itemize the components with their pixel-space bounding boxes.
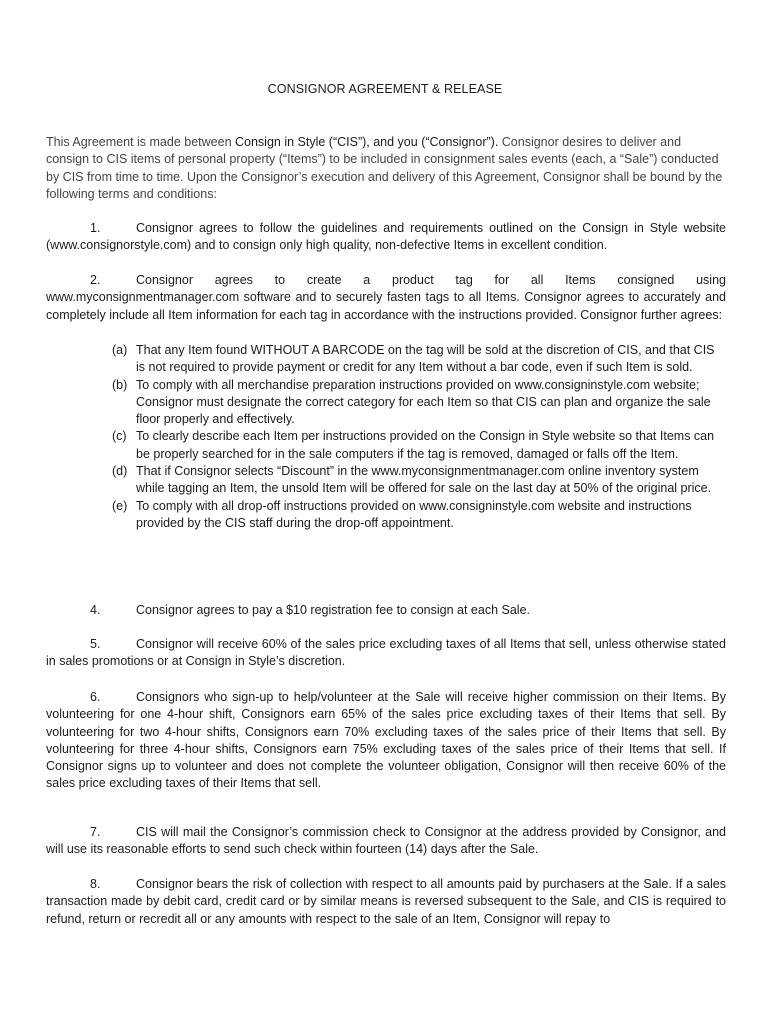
sublist-item-text: To comply with all drop-off instructions provided on www.consigninstyle.com website and instructions provided by the CIS staff during the drop-off appointment. [136,498,692,530]
sublist-item-mark: (d) [112,464,128,479]
clause-5-number: 5. [90,637,101,651]
sublist-item-text: That any Item found WITHOUT A BARCODE on the tag will be sold at the discretion of CIS, and that CIS is not required to provide payment or credit for any Item without a bar code, even if such Item is sold. [136,343,715,375]
clause-8-number: 8. [90,877,101,891]
clause-1-text: Consignor agrees to follow the guidelines and requirements outlined on the Consign in Style website (www.consignorstyle.com) and to consign only high quality, non-defective Items in excellent condition. [46,221,726,253]
intro-part3: Consignor desires to deliver and consign to CIS items of personal property (“Items”) to be included in consignment sales events (each, a “Sale”) conducted by CIS from time to time. Upon the Consignor’s execution and delivery of this Agreement, Consignor shall be bound by the following terms and conditions: [46,135,723,201]
clause-6 [46,689,726,793]
sublist-item-text: To comply with all merchandise preparation instructions provided on www.consigninstyle.com website; Consignor must designate the correct category for each Item so that CIS can plan and organize the sale floor properly and effectively. [136,377,711,427]
intro-part1: This Agreement is made between [46,135,235,149]
clause-7 [46,824,726,859]
clause-2 [46,272,726,324]
clause-2-sublist [112,342,726,532]
clause-4-number: 4. [90,603,101,617]
clause-2-text: www.myconsignmentmanager.com software and to securely fasten tags to all Items. Consignor agrees to accurately and completely include all Item information for each tag in accordance with the instructions provided. Consignor further agrees: [46,290,726,322]
clause-5-text: Consignor will receive 60% of the sales price excluding taxes of all Items that sell, unless otherwise stated in sales promotions or at Consign in Style’s discretion. [46,637,726,669]
clause-6-number: 6. [90,690,101,704]
sublist-item-mark: (e) [112,498,128,513]
intro-part2: Consign in Style (“CIS”), and you (“Consignor”). [235,135,499,149]
clause-8-text: Consignor bears the risk of collection with respect to all amounts paid by purchasers at the Sale. If a sales transaction made by debit card, credit card or by similar means is reversed subsequent to the Sale, and CIS is required to refund, return or recredit all or any amounts with respect to the sale of an Item, Consignor will repay to [46,877,726,926]
clause-2-first-text: Consignor agrees to create a product tag for all Items consigned using [136,273,726,287]
clause-7-number: 7. [90,825,101,839]
sublist-item-a [112,342,726,377]
clause-1 [46,220,726,255]
sublist-item-text: That if Consignor selects “Discount” in the www.myconsignmentmanager.com online inventory system while tagging an Item, the unsold Item will be offered for sale on the last day at 50% of the original price. [136,464,712,496]
clause-4 [46,602,726,619]
clause-7-text: CIS will mail the Consignor’s commission check to Consignor at the address provided by Consignor, and will use its reasonable efforts to send such check within fourteen (14) days after the Sale. [46,825,726,857]
clause-4-text: Consignor agrees to pay a $10 registration fee to consign at each Sale. [136,603,531,617]
clause-1-number: 1. [90,221,101,235]
sublist-item-mark: (a) [112,343,128,357]
clause-8 [46,876,726,928]
document-title: CONSIGNOR AGREEMENT & RELEASE [267,82,503,96]
sublist-item-c [112,428,726,463]
sublist-item-b [112,377,726,429]
sublist-item-mark: (b) [112,377,128,392]
sublist-item-e [112,498,726,533]
clause-2-number: 2. [90,273,101,287]
clause-5 [46,636,726,671]
sublist-item-d [112,463,726,498]
clause-6-text: Consignors who sign-up to help/volunteer at the Sale will receive higher commission on their Items. By volunteering for one 4-hour shift, Consignors earn 65% of the sales price excluding taxes of their Items that sell. By volunteering for two 4-hour shifts, Consignors earn 70% excluding taxes of the sales price of their Items that sell. By volunteering for three 4-hour shifts, Consignors earn 75% excluding taxes of the sales price of their Items that sell. If Consignor signs up to volunteer and does not complete the volunteer obligation, Consignor will then receive 60% of the sales price excluding taxes of their Items that sell. [46,690,726,791]
clause-2-first-line [46,272,726,289]
intro-paragraph [46,134,726,203]
sublist-item-text: To clearly describe each Item per instructions provided on the Consign in Style website so that Items can be properly searched for in the sale computers if the tag is removed, damaged or falls off the Item. [136,429,715,461]
sublist-item-mark: (c) [112,429,127,444]
